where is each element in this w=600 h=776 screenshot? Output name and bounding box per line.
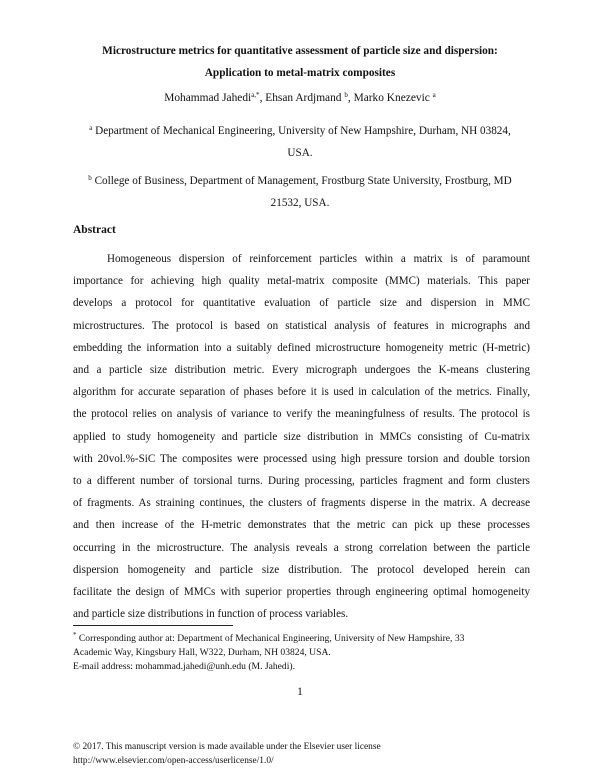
abstract-heading: Abstract bbox=[73, 224, 116, 236]
paper-title bbox=[40, 40, 560, 84]
affiliation-b bbox=[60, 170, 540, 214]
abstract-line: algorithm for accurate separation of phases before it is used in calculation of the metrics. Finally, bbox=[73, 386, 530, 399]
author-name: Mohammad Jahedi bbox=[164, 92, 252, 104]
affiliation-text: USA. bbox=[287, 147, 313, 159]
abstract-body bbox=[73, 248, 530, 625]
abstract-line: the protocol relies on analysis of variance to verify the meaningfulness of results. The protocol is bbox=[73, 408, 530, 421]
affiliation-a bbox=[60, 120, 540, 164]
author-affiliation-mark: a,* bbox=[251, 91, 260, 99]
affiliation-text: College of Business, Department of Management, Frostburg State University, Frostburg, MD bbox=[94, 175, 512, 187]
abstract-line: to a different number of torsional turns. During processing, particles fragment and form clusters bbox=[73, 475, 530, 488]
affiliation-mark: a bbox=[89, 124, 93, 132]
abstract-line: develops a protocol for quantitative evaluation of particle size and dispersion in MMC bbox=[73, 297, 530, 310]
affiliation-mark: b bbox=[88, 174, 92, 182]
author-affiliation-mark: b bbox=[344, 91, 348, 99]
abstract-line: and particle size distributions in function of process variables. bbox=[73, 608, 349, 621]
abstract-line: occurring in the microstructure. The analysis reveals a strong correlation between the particle bbox=[73, 541, 530, 554]
corresponding-author-footnote bbox=[73, 632, 533, 674]
abstract-line: Homogeneous dispersion of reinforcement particles within a matrix is of paramount bbox=[107, 253, 530, 265]
abstract-line: and a particle size distribution metric. Every micrograph undergoes the K-means clustering bbox=[73, 364, 530, 377]
abstract-line: microstructures. The protocol is based on statistical analysis of features in micrographs and bbox=[73, 319, 530, 332]
title-line-1: Microstructure metrics for quantitative assessment of particle size and dispersion: bbox=[102, 45, 498, 57]
abstract-line: embedding the information into a suitably defined microstructure homogeneity metric (H-metric) bbox=[73, 341, 530, 354]
footnote-divider bbox=[73, 625, 233, 626]
title-line-2: Application to metal-matrix composites bbox=[204, 67, 396, 79]
author-name: Marko Knezevic bbox=[353, 92, 430, 104]
footnote-email: E-mail address: mohammad.jahedi@unh.edu (M. Jahedi). bbox=[73, 661, 295, 672]
author-name: Ehsan Ardjmand bbox=[265, 92, 342, 104]
footnote-text: Academic Way, Kingsbury Hall, W322, Durham, NH 03824, USA. bbox=[73, 647, 331, 658]
affiliation-text: 21532, USA. bbox=[270, 197, 330, 209]
author-affiliation-mark: a bbox=[432, 91, 436, 99]
license-url: http://www.elsevier.com/open-access/userlicense/1.0/ bbox=[73, 756, 274, 766]
license-text: © 2017. This manuscript version is made available under the Elsevier user license bbox=[73, 742, 381, 752]
footnote-mark: * bbox=[73, 631, 77, 639]
abstract-line: and then increase of the H-metric demonstrates that the metric can pick up these processes bbox=[73, 519, 530, 532]
affiliation-text: Department of Mechanical Engineering, University of New Hampshire, Durham, NH 03824, bbox=[95, 125, 511, 137]
abstract-line: facilitate the design of MMCs with superior properties through engineering optimal homogeneity bbox=[73, 586, 530, 599]
license-notice bbox=[73, 740, 533, 768]
footnote-text: Corresponding author at: Department of Mechanical Engineering, University of New Hampshire, 33 bbox=[78, 633, 465, 644]
abstract-line: importance for achieving high quality metal-matrix composite (MMC) materials. This paper bbox=[73, 275, 530, 288]
page-number: 1 bbox=[297, 686, 303, 698]
abstract-line: dispersion homogeneity and particle size distribution. The protocol developed herein can bbox=[73, 563, 530, 576]
abstract-line: applied to study homogeneity and particle size distribution in MMCs consisting of Cu-matrix bbox=[73, 430, 530, 443]
abstract-line: with 20vol.%-SiC The composites were processed using high pressure torsion and double torsion bbox=[73, 452, 530, 465]
author-list: Mohammad Jahedi$^{a,*}$, Ehsan Ardjmand $^b$, Marko Knezevic $^a$ bbox=[164, 91, 436, 104]
abstract-line: of fragments. As straining continues, the clusters of fragments disperse in the matrix. A decrease bbox=[73, 497, 530, 510]
